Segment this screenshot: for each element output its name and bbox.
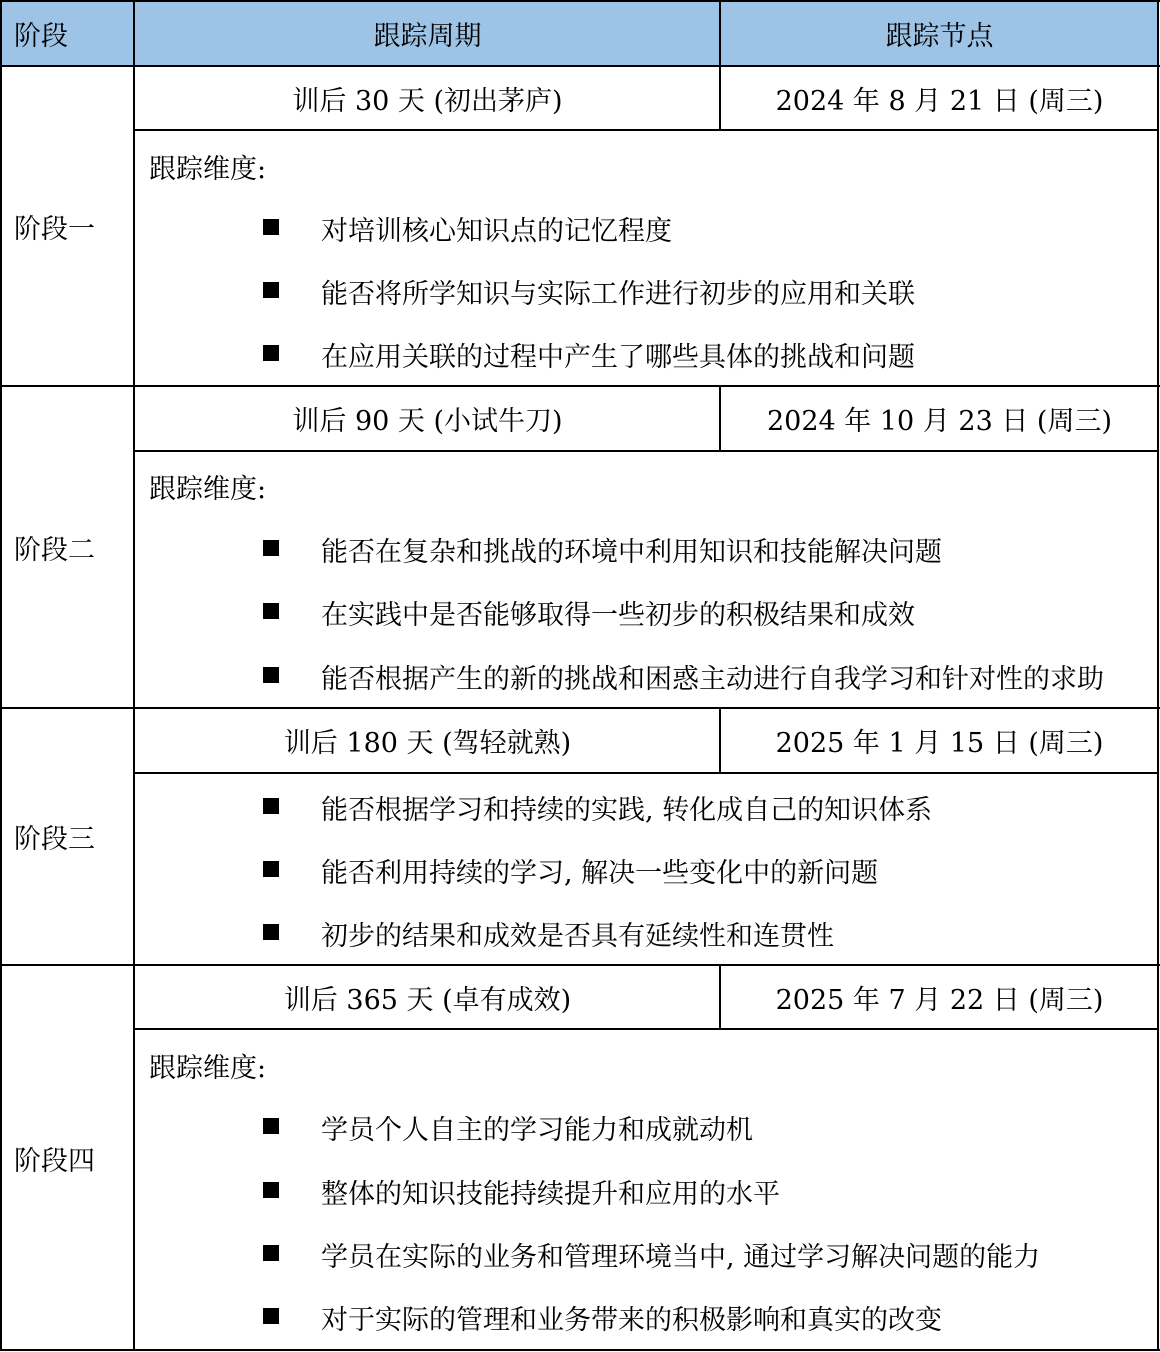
- stage-date: 2024 年 10 月 23 日 (周三): [767, 406, 1112, 437]
- bullet-icon: [263, 924, 279, 940]
- dimension-item: 学员在实际的业务和管理环境当中, 通过学习解决问题的能力: [321, 1242, 1041, 1273]
- border-line: [1157, 0, 1159, 1351]
- border-line: [133, 129, 1159, 131]
- border-line: [0, 964, 1160, 966]
- border-line: [0, 65, 1160, 67]
- stage-dimensions: [135, 773, 1159, 965]
- border-line: [133, 450, 1159, 452]
- bullet-icon: [263, 1182, 279, 1198]
- stage-period: 训后 365 天 (卓有成效): [283, 984, 572, 1016]
- dimension-item: 学员个人自主的学习能力和成就动机: [321, 1115, 753, 1146]
- border-line: [0, 1349, 1160, 1351]
- bullet-icon: [263, 345, 279, 361]
- border-line: [133, 1028, 1159, 1030]
- dimension-item: 在应用关联的过程中产生了哪些具体的挑战和问题: [321, 342, 915, 373]
- bullet-icon: [263, 1118, 279, 1134]
- border-line: [719, 707, 721, 774]
- border-line: [133, 772, 1159, 774]
- bullet-icon: [263, 1245, 279, 1261]
- dimensions-title: 跟踪维度:: [149, 1053, 267, 1084]
- border-line: [0, 385, 1160, 387]
- dimension-item: 能否利用持续的学习, 解决一些变化中的新问题: [321, 858, 879, 889]
- border-line: [0, 0, 2, 1351]
- stage-dimensions: [135, 130, 1159, 386]
- header-stage: 阶段: [0, 0, 135, 66]
- bullet-icon: [263, 219, 279, 235]
- stage-period: 训后 90 天 (小试牛刀): [292, 406, 563, 437]
- border-line: [719, 964, 721, 1030]
- dimension-item: 能否根据学习和持续的实践, 转化成自己的知识体系: [321, 795, 933, 826]
- dimensions-title: 跟踪维度:: [149, 154, 267, 185]
- stage-date: 2025 年 1 月 15 日 (周三): [775, 728, 1104, 759]
- bullet-icon: [263, 1308, 279, 1324]
- border-line: [719, 0, 721, 131]
- bullet-icon: [263, 861, 279, 877]
- bullet-icon: [263, 282, 279, 298]
- stage-name: 阶段三: [14, 824, 95, 855]
- stage-date: 2024 年 8 月 21 日 (周三): [775, 85, 1104, 117]
- stage-period: 训后 180 天 (驾轻就熟): [283, 728, 572, 759]
- stage-name: 阶段一: [14, 213, 95, 245]
- bullet-icon: [263, 798, 279, 814]
- dimension-item: 初步的结果和成效是否具有延续性和连贯性: [321, 921, 834, 952]
- dimension-item: 对于实际的管理和业务带来的积极影响和真实的改变: [321, 1305, 942, 1336]
- dimension-item: 在实践中是否能够取得一些初步的积极结果和成效: [321, 600, 915, 631]
- dimension-item: 能否将所学知识与实际工作进行初步的应用和关联: [321, 279, 915, 310]
- bullet-icon: [263, 667, 279, 683]
- dimension-item: 对培训核心知识点的记忆程度: [321, 216, 672, 247]
- dimension-item: 能否根据产生的新的挑战和困惑主动进行自我学习和针对性的求助: [321, 664, 1104, 695]
- dimensions-title: 跟踪维度:: [149, 474, 267, 505]
- dimension-item: 能否在复杂和挑战的环境中利用知识和技能解决问题: [321, 537, 942, 568]
- stage-dimensions: [135, 451, 1159, 708]
- dimension-item: 整体的知识技能持续提升和应用的水平: [321, 1179, 780, 1210]
- border-line: [0, 707, 1160, 709]
- stage-dimensions: [135, 1029, 1159, 1351]
- stage-date: 2025 年 7 月 22 日 (周三): [775, 984, 1104, 1016]
- stage-name: 阶段二: [14, 534, 95, 566]
- stage-period: 训后 30 天 (初出茅庐): [292, 85, 563, 117]
- border-line: [0, 0, 1160, 2]
- bullet-icon: [263, 540, 279, 556]
- border-line: [133, 0, 135, 1351]
- stage-name: 阶段四: [14, 1145, 95, 1177]
- border-line: [719, 385, 721, 452]
- header-node: 跟踪节点: [720, 0, 1159, 66]
- header-period: 跟踪周期: [135, 0, 720, 66]
- bullet-icon: [263, 603, 279, 619]
